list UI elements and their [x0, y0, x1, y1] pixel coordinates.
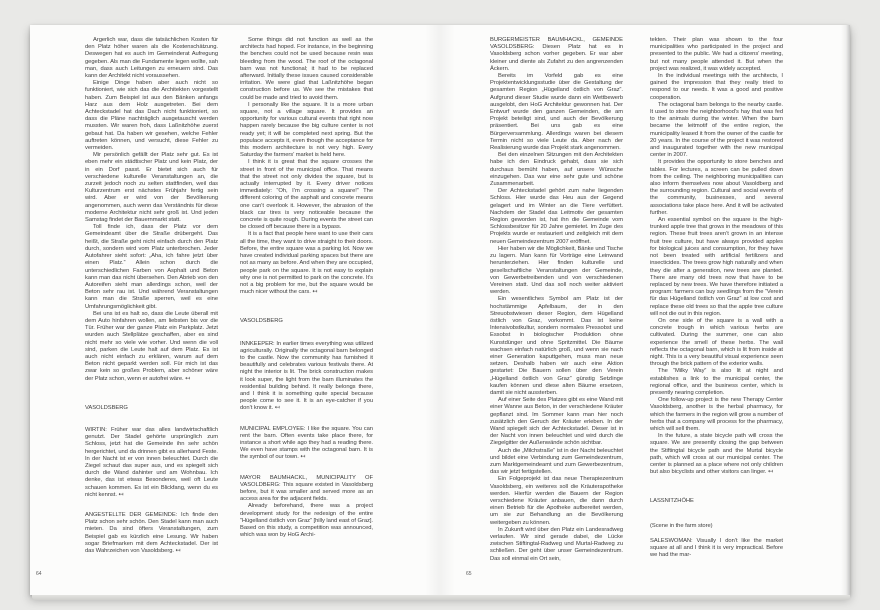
paragraph: MUNICIPAL EMPLOYEE: I like the square. You can rent the barn. Often events take place there, for instance a short while ago they had a reading there. We even have stamps with the octagonal barn. It is the symbol of our town. ↤ — [240, 425, 373, 461]
paragraph: Bereits im Vorfeld gab es eine Projektentwicklungsstudie über die Gestaltung der gesamten Region „Hügelland östlich von Graz“. Aufgrund dieser Studie wurde dann ein Wettbewerb ausgelobt, den HoG Architektur gewonnen hat. Der Entwurf wurde den ganzen Gemeinden, die am Projekt beteiligt sind, und auch der Bevölkerung präsentiert. Bei uns gab es eine Bürgerversammlung. Allerdings waren bei diesem Termin nicht so viele Leute da. Aber nach der Realisierung wurde das Projekt stark angenommen. — [490, 73, 623, 152]
page-right — [440, 25, 850, 595]
paragraph: In the individual meetings with the architects, I gained the impression that they really tried to respond to our needs. It was a good and positive cooperation. — [650, 73, 783, 101]
paragraph: In Zukunft wird über den Platz ein Landesradweg verlaufen. Wir sind gerade dabei, die Lücke zwischen Stiftingtal-Radweg und Murtal-Radweg zu schließen. Der geht über unser Gemeindezentrum. Das soll einmal ein Ort sein, — [490, 526, 623, 562]
paragraph: Mir persönlich gefällt der Platz sehr gut. Es ist eben mehr ein städtischer Platz und kein Platz, der in ein Dorf passt. Er bietet sich auch für verschiedene kulturelle Veranstaltungen an, die zurzeit jedoch noch zu selten stattfinden, weil das Kulturzentrum erst nächstes Frühjahr fertig sein wird. Aber er wird von der Bevölkerung angenommen, auch wenn das Verständnis für diese moderne Architektur nicht sehr groß ist. Und jeden Samstag findet der Bauernmarkt statt. — [85, 152, 218, 224]
paragraph: Some things did not function as well as the architects had hoped. For instance, in the beginning the benches could not be used because resin was bleeding from the wood. The roof of the octagonal barn was not functional; it had to be replaced afterward. Initially these issues caused considerable irritation. We were glad that Laßnitzhöhe began construction before us. We see the mistakes that could be made and tried to avoid them. — [240, 37, 373, 101]
paragraph: I personally like the square. It is a more urban square, not a village square. It provides an opportunity for various cultural events that right now happen rarely because the big culture center is not ready yet; it will be completed next spring. But the populace accepts it, even though the acceptance for this modern architecture is not very high. Every Saturday the farmers’ market is held here. — [240, 101, 373, 159]
paragraph: Bei den einzelnen Sitzungen mit den Architekten habe ich den Eindruck gehabt, dass sie sich durchaus bemüht haben, auf unsere Wünsche einzugehen. Das war eine sehr gute und schöne Zusammenarbeit. — [490, 152, 623, 188]
paragraph: Auf einer Seite des Platzes gibt es eine Wand mit einer Wanne aus Beton, in der verschiedene Kräuter gepflanzt sind. Im Sommer kann man hier noch zusätzlich den Geruch der Kräuter erleben. In der Wand spiegelt sich der Achteckstadel. Dieser ist in der Nacht von innen beleuchtet und wird durch die Ziegelgitter der Außenwände schön sichtbar. — [490, 397, 623, 447]
paragraph: Ein Folgeprojekt ist das neue Therapiezentrum Vasoldsberg, ein weiteres soll die Kräuterapotheke werden. Hierfür werden die Bauern der Region verschiedene Kräuter anbauen, die dann durch einen Betrieb für die Apotheke aufbereitet werden, um sie zur Behandlung an die Bevölkerung weitergeben zu können. — [490, 476, 623, 526]
paragraph: tekten. Their plan was shown to the four municipalities who participated in the project and presented to the public. We had a citizens’ meeting, but not many people attended it. But when the project was realized, it was widely accepted. — [650, 37, 783, 72]
paragraph: An essential symbol on the square is the high-trunked apple tree that grows in the meadows of this region. These fruit trees aren’t grown in an intense fruit tree culture, but have always provided apples for biological juices and consumption, for they have not been treated with artificial fertilizers and insecticides. The trees grow high naturally and when they die after a generation, new trees are planted. There are many old trees now that have to be replaced by new trees. We have therefore initiated a program: farmers can buy seedlings from the “Verein für das Hügelland östlich von Graz” at low cost and replace these old trees so that the apple tree culture will not die out in this region. — [650, 217, 783, 317]
paragraph: In the future, a state bicycle path will cross the square. We are presently closing the gap between the Stiftingtal bicycle path and the Murtal bicycle path, which will cross at our municipal center. The center is planned as a place where not only children but also bicyclists and other visitors can linger. ↤ — [650, 433, 783, 476]
paragraph: WIRTIN: Früher war das alles landwirtschaftlich genutzt. Der Stadel gehörte ursprünglich zum Schloss, jetzt hat die Gemeinde ihn sehr schön hergerichtet, und da drinnen gibt es allerhand Feste. In der Nacht ist er von innen beleuchtet. Durch die Ziegel schaut das super aus, und es spiegelt sich durch die Wand dahinter und am Wohnbau. Ich denke, das ist etwas Besonderes, weil oft Leute schauen kommen. Es ist ein Blickfang, wenn du es nicht kennst. ↤ — [85, 426, 218, 498]
paragraph: Der Achteckstadel gehört zum nahe liegenden Schloss. Hier wurde das Heu aus der Gegend gelagert und im Winter an die Tiere verfüttert. Nachdem der Stadel das Leitmotiv der gesamten Region geworden ist, hat ihn die Gemeinde vom Schlossbesitzer für 20 Jahre gemietet. Im Zuge des Projekts wurde er restauriert und zeitgleich mit dem neuen Gemeindezentrum 2007 eröffnet. — [490, 188, 623, 245]
paragraph: Ärgerlich war, dass die tatsächlichen Kosten für den Platz höher waren als die Kostenschätzung. Deswegen hat es auch im Gemeinderat Aufregung gegeben. Als man die Fundamente legen wollte, sah man, dass auch Leitungen zu erneuern sind. Das kann der Architekt nicht voraussehen. — [85, 37, 218, 80]
paragraph: It provides the opportunity to store benches and tables. For lectures, a screen can be pulled down from the ceiling. The neighboring municipalities can also inform themselves now about Vasoldberg and the surrounding region. Cultural and social events of the community, businesses, and several associations take place here. And it will be activated further. — [650, 159, 783, 216]
column-english-right — [650, 37, 783, 590]
stage-note: (Scene in the farm store) — [650, 522, 713, 529]
book-spread — [30, 25, 850, 595]
section-heading: LASSNITZHÖHE — [650, 498, 694, 505]
paragraph: BÜRGERMEISTER BAUMHACKL, GEMEINDE VASOLDSBERG: Diesen Platz hat es in Vasoldsberg schon vorher gegeben. Er war aber kleiner und diente als Zufahrt zu den angrenzenden Äckern. — [490, 37, 623, 72]
page-left — [30, 25, 440, 595]
paragraph: Bei uns ist es halt so, dass die Leute überall mit dem Auto hinfahren wollen, am liebsten bis vor die Tür. Früher war der ganze Platz ein Parkplatz. Jetzt wurden auch Stellplätze geschaffen, aber es sind nicht mehr so viele wie vorher. Und wenn die voll sind, parken die Leute halt auf dem Platz. Es ist auch nicht einfach zu erklären, warum auf dem Beton nicht geparkt werden soll. Für mich ist das zwar kein so großes Problem, aber schöner wäre der Platz schon, wenn er autofrei wäre. ↤ — [85, 310, 218, 382]
paragraph: MAYOR BAUMHACKL, MUNICIPALITY OF VASOLDBERG: This square existed in Vasoldsberg before, but it was smaller and served more as an access area for the adjacent fields. — [240, 474, 373, 503]
paragraph: Hier haben wir die Möglichkeit, Bänke und Tische zu lagern. Man kann für Vorträge eine Leinwand herunterziehen. Hier finden kulturelle und gesellschaftliche Veranstaltungen der Gemeinde, von Gewerbetreibenden und von verschiedenen Vereinen statt. Und das soll noch weiter aktiviert werden. — [490, 245, 623, 296]
paragraph: SALESWOMAN: Visually I don’t like the market square at all and I think it is very impractical. Before we had the mar- — [650, 537, 783, 559]
column-german-right — [490, 37, 623, 590]
paragraph: Toll finde ich, dass der Platz vor dem Gemeindeamt über die Straße drübergeht. Das heißt, die Straße geht nicht einfach durch den Platz durch, sondern wird vom Platz unterbrochen. Jeder Autofahrer sieht sofort: „Aha, ich fahre jetzt über einen Platz.“ Allein schon durch die unterschiedlichen Farben von Asphalt und Beton kann man das nicht übersehen. Den Abrieb von den Autoreifen sieht man allerdings schon, weil der Beton sehr rau ist. Und während Veranstaltungen kann man die Straße sperren, weil es eine Umfahrungsmöglichkeit gibt. — [85, 224, 218, 310]
column-english-left — [240, 37, 373, 590]
column-german-left — [85, 37, 218, 590]
paragraph: ANGESTELLTE DER GEMEINDE: Ich finde den Platz schon sehr schön. Den Stadel kann man auch mieten. Da sind öfters Veranstaltungen, zum Beispiel gab es kürzlich eine Lesung. Wir haben sogar Briefmarken mit dem Achteckstadel. Der ist das Wahrzeichen von Vasoldsberg. ↤ — [85, 511, 218, 554]
paragraph: One follow-up project is the new Therapy Center Vasoldsberg, another is the herbal pharmacy, for which the farmers in the region will grow a number of herbs that a company will process for the pharmacy, which will sell them. — [650, 397, 783, 432]
paragraph: Already beforehand, there was a project development study for the redesign of the entire “Hügelland östlich von Graz” [hilly land east of Graz]. Based on this study, a competition was announced, which was won by HoG Archi- — [240, 503, 373, 539]
paragraph: Ein wesentliches Symbol am Platz ist der hochstämmige Apfelbaum, der in den Streuobstwiesen dieser Region, dem Hügelland östlich von Graz, vorkommt. Das ist keine Intensivobstkultur, sondern normales Pressobst und Essobst in biologischer Produktion ohne Kunstdünger und ohne Spritzmittel. Die Bäume wachsen einfach natürlich groß, und wenn sie nach einer Generation kaputtgehen, muss man neue setzen. Deshalb haben wir auch eine Aktion gestartet: Die Bauern sollen über den Verein „Hügelland östlich von Graz“ günstig Setzlinge kaufen können und diese alten Bäume ersetzen, damit sie nicht aussterben. — [490, 296, 623, 396]
paragraph: The “Milky Way” is also lit at night and establishes a link to the municipal center, the regional office, and the business center, which is presently nearing completion. — [650, 368, 783, 396]
page-number-right: 65 — [466, 571, 472, 577]
paragraph: INNKEEPER: In earlier times everything was utilized agriculturally. Originally the octagonal barn belonged to the castle. Now the community has furnished it beautifully and celebrates various festivals there. At night the interior is lit. The brick construction makes it look super, the light from the barn illuminates the residential building behind. It really belongs there, and I think it is something quite special because people come to see it. It is an eye-catcher if you don’t know it. ↤ — [240, 340, 373, 412]
paragraph: I think it is great that the square crosses the street in front of the municipal office. That means that the street not only divides the square, but is actually interrupted by it. Every driver notices immediately: “Oh, I’m crossing a square!” The different coloring of the asphalt and concrete means one can’t overlook it. However, the abrasion of the black car tires is very noticeable because the concrete is quite rough. During events the street can be closed off because there is a bypass. — [240, 159, 373, 231]
paragraph: On one side of the square is a wall with a concrete trough in which various herbs are cultivated. During the summer, one can also experience the smell of these herbs. The wall reflects the octagonal barn, which is lit from inside at night. This is a very beautiful visual experience seen through the brick pattern of the exterior walls. — [650, 317, 783, 368]
paragraph: It is a fact that people here want to use their cars all the time, they want to drive straight to their doors. Before, the entire square was a parking lot. Now we have created individual parking spaces but there are not as many as before. And when they are occupied, people park on the square. It is not easy to explain why one is not permitted to park on the concrete. It’s not a big problem for me, but the square would be much nicer without the cars. ↤ — [240, 231, 373, 296]
page-number-left: 64 — [36, 571, 42, 577]
section-heading: VASOLDSBERG — [240, 318, 283, 325]
paragraph: The octagonal barn belongs to the nearby castle. It used to store the neighborhood’s hay that was fed to the animals during the winter. When the barn became the leitmotif of the entire region, the municipality leased it from the owner of the castle for 20 years. In the course of the project it was restored and inaugurated together with the new municipal center in 2007. — [650, 101, 783, 159]
paragraph: Einige Dinge haben aber auch nicht so funktioniert, wie sich das die Architekten vorgestellt haben. Zum Beispiel ist aus den Bänken anfangs Harz aus dem Holz ausgetreten. Bei dem Achteckstadel hat das Dach nicht funktioniert, so dass die Pläne nachträglich ausgetauscht werden mussten. Wir waren froh, dass Laßnitzhöhe zuerst gebaut hat. Da haben wir gesehen, welche Fehler auftreten können, und versucht, diese Fehler zu vermeiden. — [85, 80, 218, 152]
section-heading: VASOLDSBERG — [85, 404, 128, 411]
page-stack-edge — [32, 595, 850, 600]
paragraph: Auch die „Milchstraße“ ist in der Nacht beleuchtet und bildet eine Verbindung zum Gemeindezentrum, zum Marktgemeindeamt und zum Gewerbezentrum, das wir jetzt fertigstellen. — [490, 447, 623, 476]
